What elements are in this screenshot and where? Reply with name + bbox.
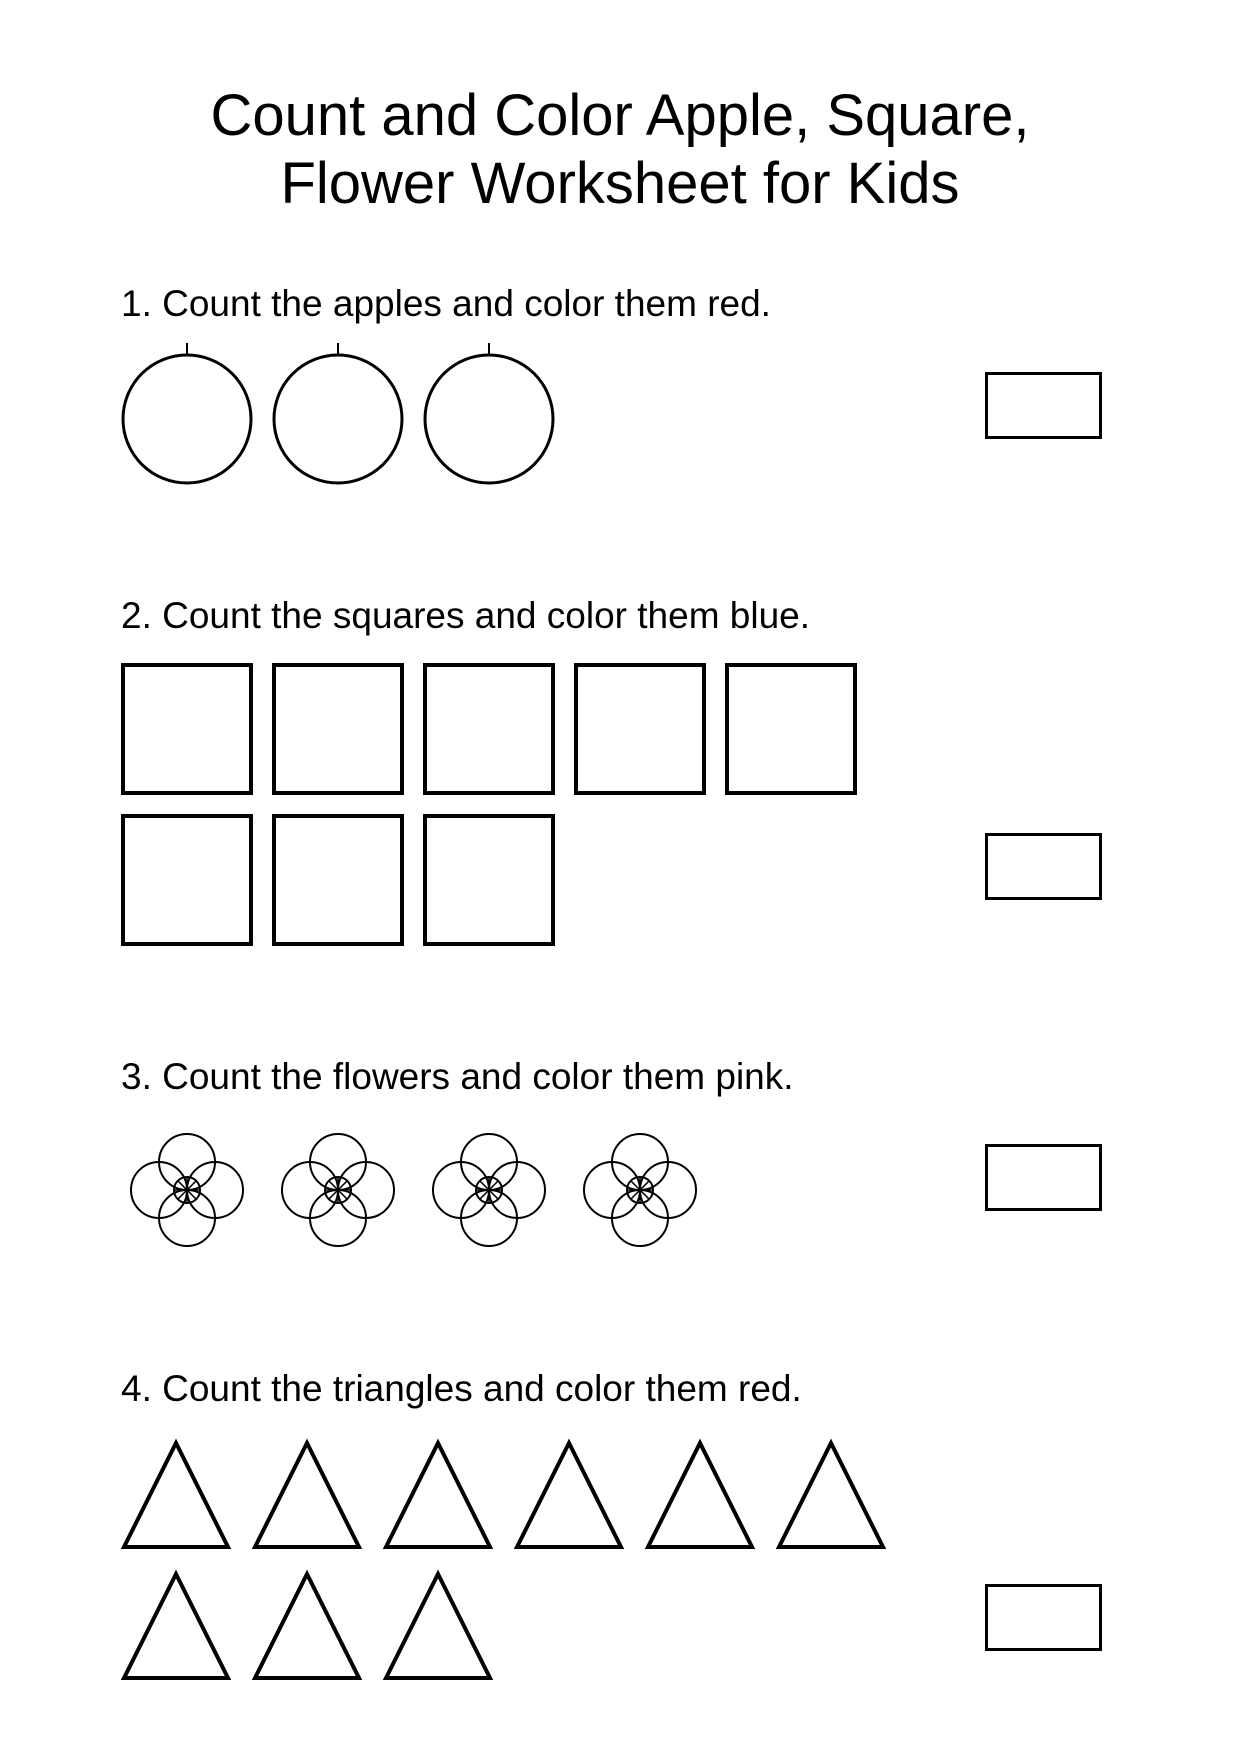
apple-2[interactable] [274,343,402,483]
triangle-3[interactable] [386,1443,490,1547]
answer-box-triangles[interactable] [985,1584,1102,1651]
square-7[interactable] [274,816,402,944]
apple-3[interactable] [425,343,553,483]
triangle-outline [648,1443,752,1547]
square-8[interactable] [425,816,553,944]
flower-center [174,1177,200,1203]
flower-petal-1 [461,1134,517,1190]
flower-center-spoke [329,1181,338,1190]
question-1-text: 1. Count the apples and color them red. [121,283,771,324]
triangle-1[interactable] [124,1443,228,1547]
title-line-2: Flower Worksheet for Kids [280,151,960,216]
flower-petal-3 [159,1190,215,1246]
flower-3[interactable] [433,1134,545,1246]
triangle-outline [255,1443,359,1547]
flower-petal-2 [338,1162,394,1218]
apple-outline [425,355,553,483]
flower-petal-1 [612,1134,668,1190]
flower-center-spoke [480,1190,489,1199]
flower-center-spoke [178,1190,187,1199]
triangle-9[interactable] [386,1574,490,1678]
flower-petal-1 [159,1134,215,1190]
square-4[interactable] [576,665,704,793]
question-3-text: 3. Count the flowers and color them pink. [121,1056,794,1097]
square-3[interactable] [425,665,553,793]
question-2-text: 2. Count the squares and color them blue. [121,595,811,636]
question-4-text: 4. Count the triangles and color them red. [121,1368,802,1409]
triangle-outline [386,1574,490,1678]
flower-center [325,1177,351,1203]
flower-center-spoke [489,1190,498,1199]
flower-center-spoke [338,1190,347,1199]
answer-box-squares[interactable] [985,833,1102,900]
flower-4[interactable] [584,1134,696,1246]
flower-petal-4 [131,1162,187,1218]
triangle-7[interactable] [124,1574,228,1678]
square-1[interactable] [123,665,251,793]
square-2[interactable] [274,665,402,793]
triangle-outline [124,1574,228,1678]
flower-center-spoke [329,1190,338,1199]
apple-1[interactable] [123,343,251,483]
square-outline [274,665,402,793]
square-6[interactable] [123,816,251,944]
flower-petal-3 [461,1190,517,1246]
flower-center [476,1177,502,1203]
square-5[interactable] [727,665,855,793]
flower-petal-4 [282,1162,338,1218]
flower-petal-3 [310,1190,366,1246]
triangle-outline [124,1443,228,1547]
triangle-4[interactable] [517,1443,621,1547]
square-outline [727,665,855,793]
worksheet-title [0,82,1240,218]
flower-1[interactable] [131,1134,243,1246]
flower-center-spoke [338,1181,347,1190]
square-outline [123,816,251,944]
flower-petal-2 [489,1162,545,1218]
triangle-6[interactable] [779,1443,883,1547]
triangle-outline [517,1443,621,1547]
square-outline [425,816,553,944]
triangle-outline [779,1443,883,1547]
flower-petal-1 [310,1134,366,1190]
answer-box-apples[interactable] [985,372,1102,439]
answer-box-flowers[interactable] [985,1144,1102,1211]
triangle-8[interactable] [255,1574,359,1678]
flower-center-spoke [178,1181,187,1190]
flower-center-spoke [631,1190,640,1199]
flower-center-spoke [640,1181,649,1190]
square-outline [576,665,704,793]
apple-outline [123,355,251,483]
flower-petal-4 [584,1162,640,1218]
flower-petal-4 [433,1162,489,1218]
triangle-5[interactable] [648,1443,752,1547]
triangle-outline [255,1574,359,1678]
title-line-1: Count and Color Apple, Square, [210,83,1030,148]
flower-center-spoke [489,1181,498,1190]
flower-center-spoke [187,1190,196,1199]
square-outline [123,665,251,793]
flower-petal-3 [612,1190,668,1246]
flower-2[interactable] [282,1134,394,1246]
flower-center [627,1177,653,1203]
triangle-2[interactable] [255,1443,359,1547]
flower-center-spoke [480,1181,489,1190]
square-outline [425,665,553,793]
flower-center-spoke [187,1181,196,1190]
flower-petal-2 [187,1162,243,1218]
flower-petal-2 [640,1162,696,1218]
triangle-outline [386,1443,490,1547]
flower-center-spoke [640,1190,649,1199]
flower-center-spoke [631,1181,640,1190]
apple-outline [274,355,402,483]
square-outline [274,816,402,944]
